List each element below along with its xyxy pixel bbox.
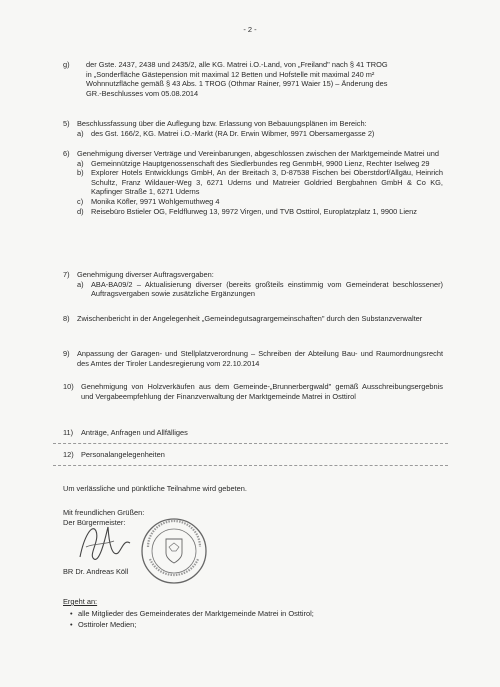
item-g-line: GR.-Beschlusses vom 05.08.2014	[86, 88, 199, 98]
agenda-subitem	[77, 207, 443, 217]
subitem-label: a)	[77, 158, 84, 168]
subitem-label: b)	[77, 168, 84, 178]
agenda-item-number: 10)	[63, 382, 74, 391]
divider	[53, 443, 448, 444]
item-g-text	[86, 60, 438, 98]
signer-name: BR Dr. Andreas Köll	[63, 567, 129, 576]
subitem-text: des Gst. 166/2, KG. Matrei i.O.-Markt (RA Dr. Erwin Wibmer, 9971 Obersamergasse 2)	[91, 128, 375, 138]
agenda-item-number: 11)	[63, 428, 74, 437]
agenda-item-text: Anträge, Anfragen und Allfälliges	[81, 428, 188, 437]
bullet-icon: •	[70, 620, 73, 629]
agenda-item-text: Zwischenbericht in der Angelegenheit „Gemeindegutsagrargemeinschaften" durch den Substanzverwalter	[77, 314, 423, 323]
page-number: - 2 -	[243, 25, 257, 34]
subitem-text: Gemeinnützige Hauptgenossenschaft des Siedlerbundes reg GenmbH, 9900 Lienz, Rechter Iselweg 29	[91, 158, 430, 168]
divider	[53, 465, 448, 466]
subitem-label: a)	[77, 279, 84, 289]
agenda-item-text: Genehmigung von Holzverkäufen aus dem Gemeinde-„Brunnerbergwald" gemäß Ausschreibungsergebnis und Vergabeempfehlung der Finanzverwaltung der Marktgemeinde Matrei in Osttirol	[81, 382, 443, 401]
agenda-item-text: Beschlussfassung über die Auflegung bzw. Erlassung von Bebauungsplänen im Bereich:	[77, 119, 367, 128]
item-g-line: der Gste. 2437, 2438 und 2435/2, alle KG. Matrei i.O.-Land, von „Freiland" nach § 41 TROG	[86, 60, 388, 69]
agenda-item-number: 5)	[63, 119, 70, 128]
subitem-text: Reisebüro Bstieler OG, Feldflurweg 13, 9972 Virgen, und TVB Osttirol, Europlatzplatz 1, 9900 Lienz	[91, 206, 417, 216]
agenda-item-number: 7)	[63, 270, 70, 279]
agenda-item-text: Personalangelegenheiten	[81, 450, 165, 459]
subitem-text: Explorer Hotels Entwicklungs GmbH, An der Breitach 3, D-87538 Fischen bei Oberstdorf/Allgäu, Heinrich Schultz, Franz Wildauer-Weg 3, 6271 Uderns und Matreier Goldried Bergbahnen GmbH & Co KG, Kapfinger Straße 1, 6271 Uderns	[91, 168, 443, 197]
item-g-line: in „Sonderfläche Gästepension mit maximal 12 Betten und Hofstelle mit maximal 240 m²	[86, 69, 375, 79]
subitem-text: ABA-BA09/2 – Aktualisierung diverser (bereits großteils einstimmig vom Gemeinderat beschlossener) Auftragsvergaben sowie zusätzliche Ergänzungen	[91, 279, 443, 299]
signer-title: Der Bürgermeister:	[63, 518, 126, 527]
greeting: Mit freundlichen Grüßen:	[63, 508, 145, 517]
agenda-subitem	[77, 280, 443, 299]
agenda-item-text: Genehmigung diverser Auftragsvergaben:	[77, 270, 214, 279]
signature-image	[74, 517, 134, 565]
agenda-item-text: Genehmigung diverser Verträge und Vereinbarungen, abgeschlossen zwischen der Marktgemeinde Matrei und	[77, 149, 439, 158]
bullet-icon: •	[70, 609, 73, 618]
agenda-subitem	[77, 129, 443, 139]
distribution-title: Ergeht an:	[63, 597, 98, 606]
agenda-item-number: 8)	[63, 314, 70, 323]
agenda-subitem	[77, 159, 443, 169]
closing-text: Um verlässliche und pünktliche Teilnahme wird gebeten.	[63, 484, 247, 493]
agenda-item-number: 12)	[63, 450, 74, 459]
agenda-subitem	[77, 197, 443, 207]
item-g-line: Wohnnutzfläche gemäß § 43 Abs. 1 TROG (Othmar Rainer, 9971 Waier 15) – Änderung des	[86, 79, 388, 89]
distribution-item: • Osttiroler Medien;	[70, 620, 137, 629]
agenda-item-number: 9)	[63, 349, 70, 358]
agenda-item-number: 6)	[63, 149, 70, 158]
subitem-label: a)	[77, 128, 84, 138]
agenda-item-text: Anpassung der Garagen- und Stellplatzverordnung – Schreiben der Abteilung Bau- und Raumordnungsrecht des Amtes der Tiroler Landesregierung vom 22.10.2014	[77, 349, 443, 368]
subitem-label: d)	[77, 206, 84, 216]
subitem-label: c)	[77, 196, 84, 206]
distribution-item: • alle Mitglieder des Gemeinderates der Marktgemeinde Matrei in Osttirol;	[70, 609, 314, 618]
agenda-subitem	[77, 168, 443, 197]
item-g-label: g)	[63, 60, 70, 69]
subitem-text: Monika Köfler, 9971 Wohlgemuthweg 4	[91, 196, 220, 206]
